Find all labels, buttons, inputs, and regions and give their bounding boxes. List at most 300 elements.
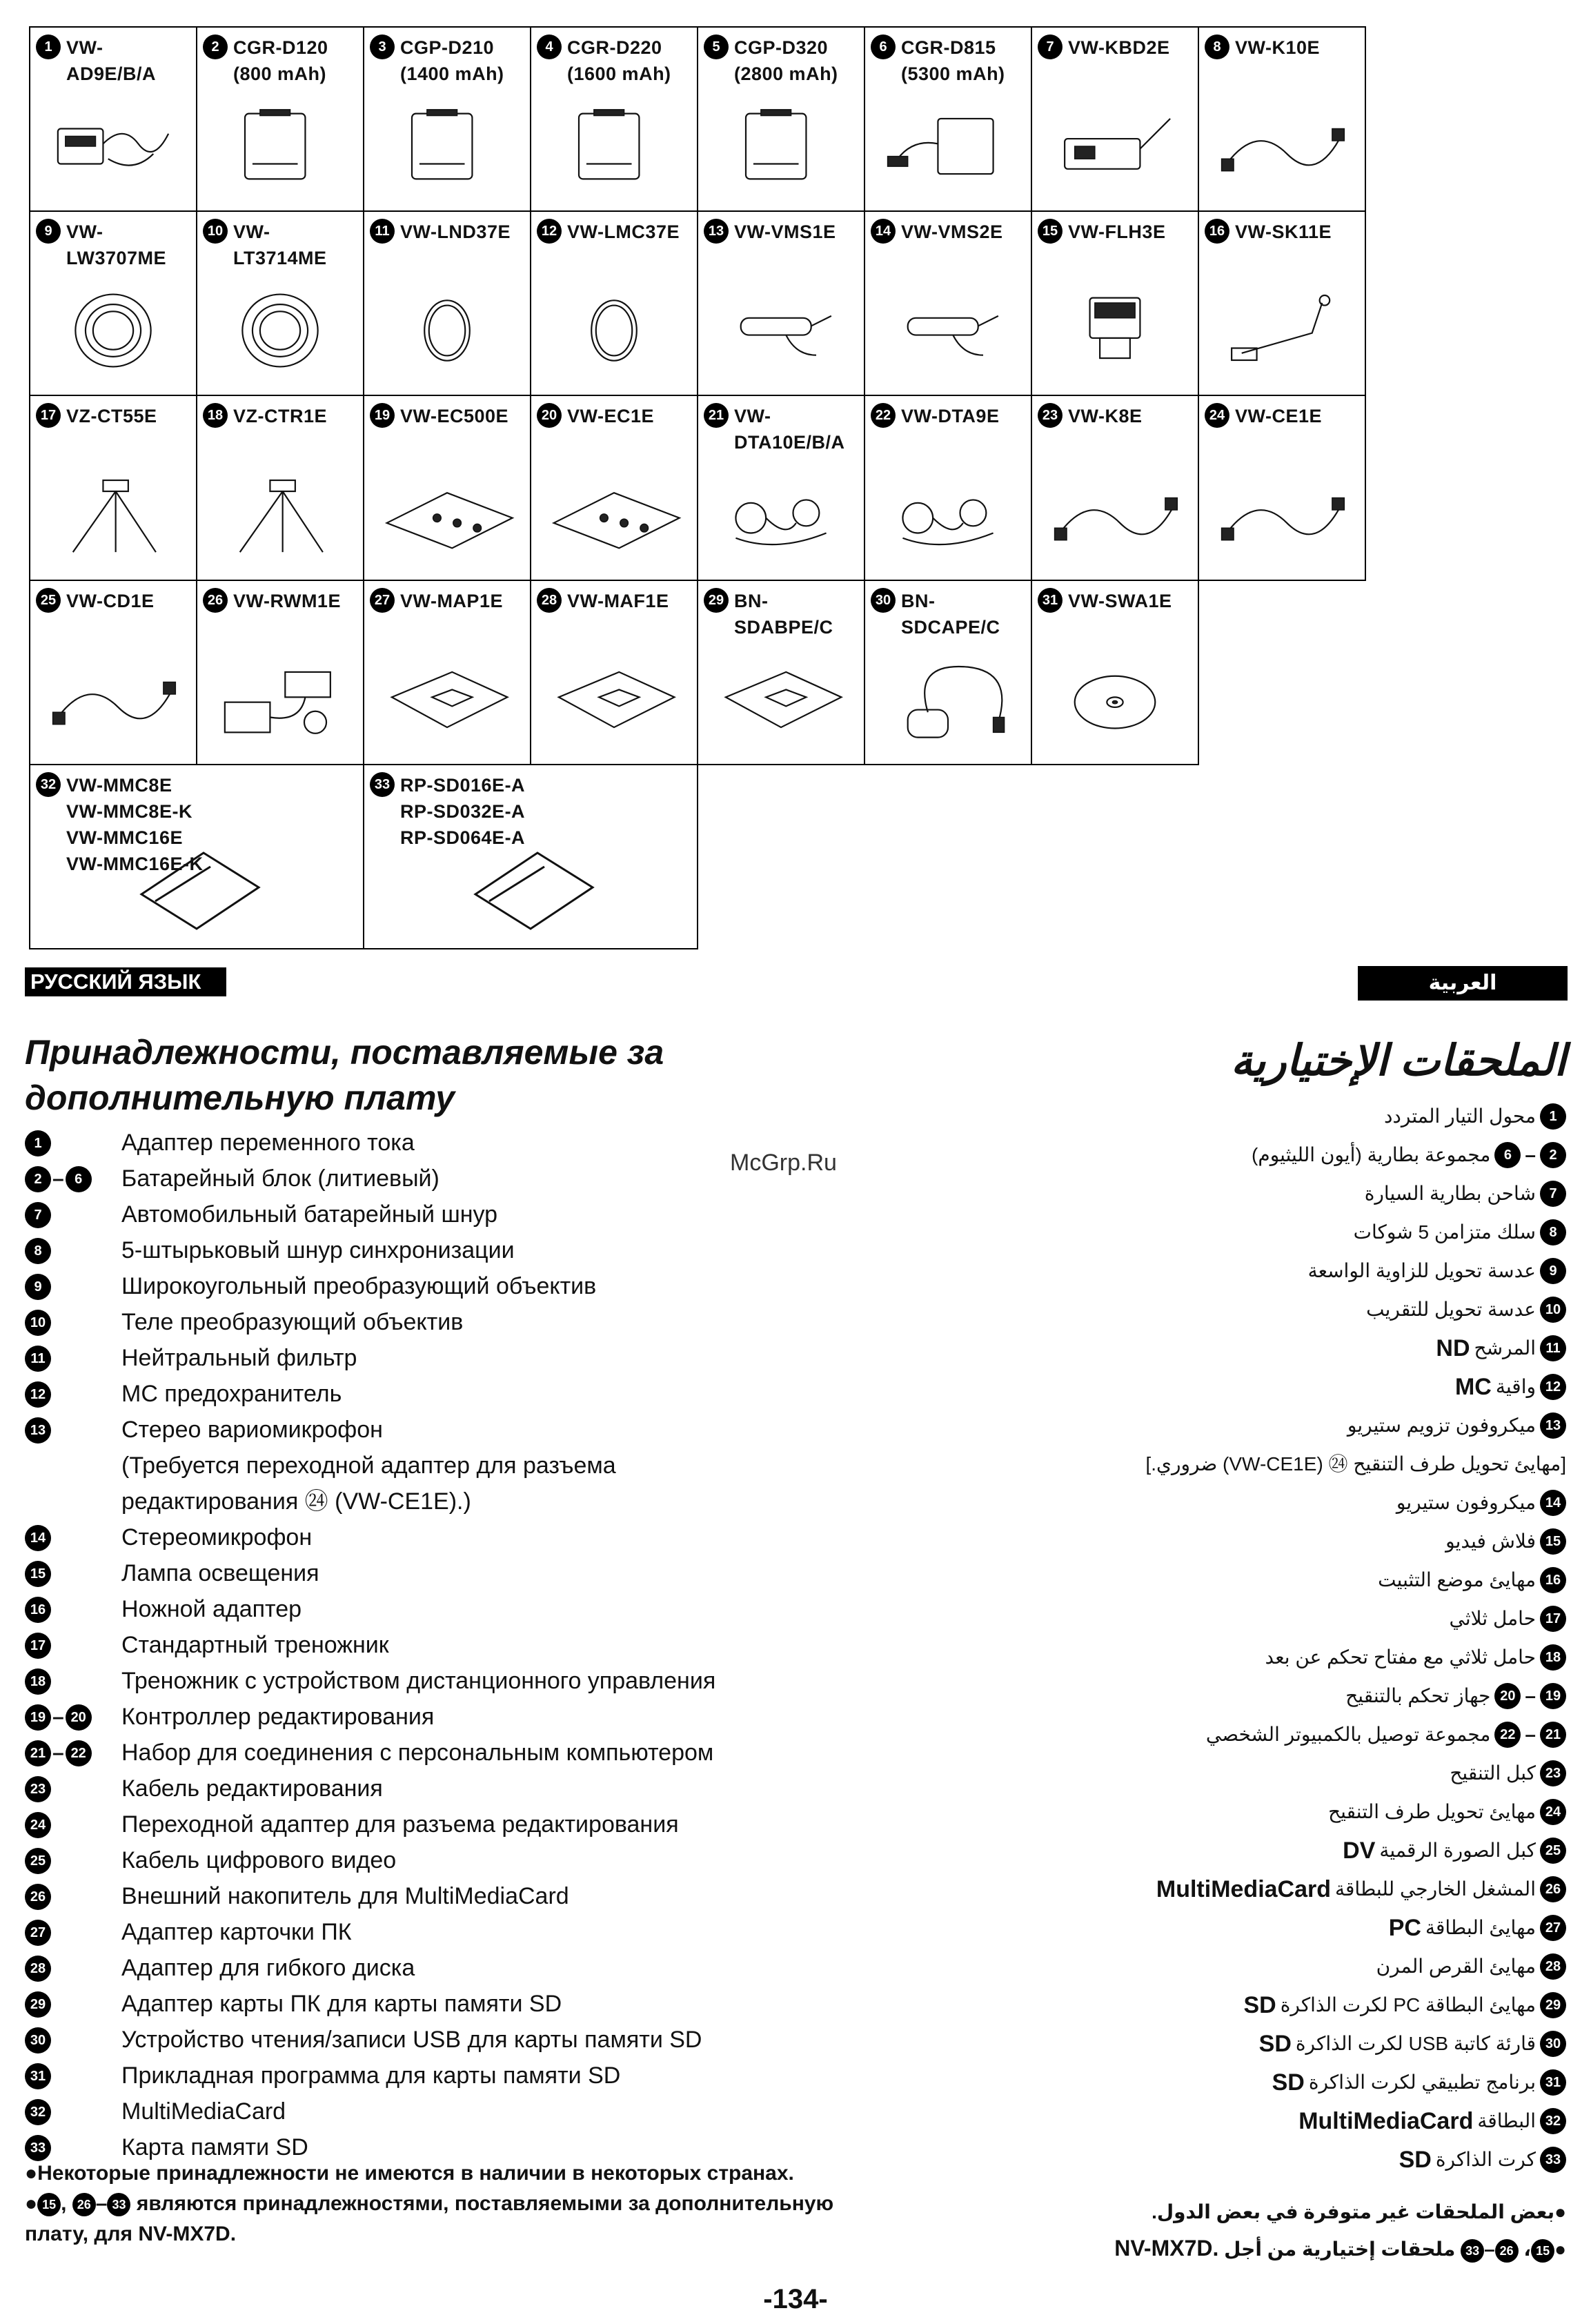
item-latin-text: PC [1388,1915,1421,1941]
accessory-header [537,35,691,87]
list-item [25,2058,867,2094]
item-number-badge: 14 [1540,1490,1566,1516]
item-number-badge: 25 [25,1848,51,1874]
item-number-badge: 18 [25,1668,51,1695]
accessory-cell [531,396,698,580]
arabic-accessory-list [1042,1097,1566,2179]
item-latin-text: SD [1272,2069,1305,2096]
list-item [1042,2140,1566,2179]
item-number-badge: 23 [1038,403,1063,428]
accessory-cell [30,212,197,396]
lens-icon [210,279,350,382]
list-item [1042,1677,1566,1715]
item-number-badge: 16 [25,1597,51,1623]
list-item [25,1376,867,1412]
item-number-badge: 2 [1540,1142,1566,1168]
model-number: VW-LND37E [400,221,511,243]
model-number: VW-EC500E [400,406,509,427]
accessory-header [871,403,1025,429]
battery-icon [711,95,851,198]
item-number-badge: 18 [1540,1644,1566,1671]
item-number-badge: 21 [1540,1722,1566,1748]
accessory-header [1038,588,1192,614]
item-number-badge: 27 [25,1920,51,1946]
item-text: المشغل الخارجي للبطاقة [1335,1878,1536,1900]
item-numbers [25,1812,51,1838]
item-number-badge: 13 [704,219,729,244]
accessory-cell [364,28,531,212]
item-text: Адаптер карточки ПК [121,1919,352,1945]
usb-reader-icon [878,648,1018,751]
accessory-cell [1032,28,1199,212]
accessory-cell [1199,396,1366,580]
card-adaptor-icon [544,648,684,751]
model-number: VW- DTA10E/B/A [734,406,845,453]
model-number: VW-DTA9E [901,406,1000,427]
item-numbers [25,1776,51,1802]
item-number-badge: 8 [1540,1219,1566,1245]
item-text: (Требуется переходной адаптер для разъема [121,1452,616,1479]
item-number-badge: 33 [1461,2239,1484,2263]
item-text: Автомобильный батарейный шнур [121,1201,498,1228]
model-number: VW-MAF1E [567,590,669,611]
empty-cell [865,765,1032,949]
item-number-badge: 21 [25,1740,51,1766]
flash-light-icon [1045,279,1185,382]
item-number-badge: 15 [1540,1528,1566,1555]
accessory-cell [531,28,698,212]
item-text: ميكروفون تزويم ستيريو [1347,1415,1536,1436]
item-number-badge: 9 [25,1274,51,1300]
item-number-badge: 17 [25,1633,51,1659]
item-number-badge: 19 [370,403,395,428]
accessory-header [1038,35,1192,61]
list-item [25,1484,867,1519]
item-text: Кабель редактирования [121,1775,383,1802]
list-item [1042,1368,1566,1406]
item-text: MultiMediaCard [121,2098,286,2125]
model-number: VW-RWM1E [233,590,341,611]
accessory-cell [1032,581,1199,765]
list-item [25,1304,867,1340]
model-number: VW-FLH3E [1068,221,1166,243]
cable-icon [1045,464,1185,567]
accessory-header [36,403,190,429]
item-number-badge: 31 [1540,2069,1566,2096]
accessory-cell [197,581,364,765]
item-number-badge: 8 [1205,35,1229,59]
item-numbers [25,2027,51,2054]
range-dash: – [52,1706,64,1729]
item-text: كرت الذاكرة [1435,2149,1536,2170]
model-number: VW-EC1E [567,406,654,427]
page-number: -134- [763,2284,828,2314]
accessory-cell [865,212,1032,396]
accessory-header [704,588,858,640]
item-number-badge: 7 [1038,35,1063,59]
item-text: Прикладная программа для карты памяти SD [121,2062,621,2089]
bullet: ● [1554,2238,1566,2260]
item-number-badge: 29 [704,588,729,613]
item-number-badge: 15 [1531,2239,1554,2263]
item-number-badge: 5 [704,35,729,59]
accessory-header [1205,403,1359,429]
item-number-badge: 20 [1494,1683,1521,1709]
model-number: VW-SK11E [1235,221,1332,243]
accessory-cell [1199,212,1366,396]
item-number-badge: 26 [203,588,228,613]
accessory-header [203,35,357,87]
item-number-badge: 31 [1038,588,1063,613]
list-item [25,1914,867,1950]
list-item [25,1519,867,1555]
list-item [1042,1793,1566,1831]
list-item [25,1627,867,1663]
model-number: VW-CE1E [1235,406,1322,427]
item-number-badge: 19 [25,1704,51,1731]
item-number-badge: 29 [1540,1992,1566,2018]
list-item [1042,2102,1566,2140]
range-dash: – [1525,1144,1536,1165]
accessory-header [1038,403,1192,429]
item-numbers [25,1884,51,1910]
list-item [1042,1484,1566,1522]
microphone-icon [711,279,851,382]
accessory-header [36,219,190,271]
accessory-header [537,219,691,245]
list-item [1042,1406,1566,1445]
tripod-icon [43,464,184,567]
item-text: Лампа освещения [121,1560,319,1586]
accessory-grid [29,26,1366,949]
item-text: [مهايئ تحويل طرف التنقيح ㉔ (VW-CE1E) ضروري.] [1145,1453,1566,1475]
russian-note-optional: ● 15 , 26 – 33 являются принадлежностями, поставляемыми за дополнительную плату, для NV-MX7D. [25,2192,834,2245]
arabic-note-availability: ●بعض الملحقات غير متوفرة في بعض الدول. [1152,2201,1566,2223]
item-text: مجموعة بطارية (أيون الليثيوم) [1252,1144,1491,1165]
list-item [25,1125,867,1161]
item-numbers [25,1704,92,1731]
arabic-note-text: ملحقات إختيارية من أجل [1224,2238,1456,2260]
item-number-badge: 11 [1540,1335,1566,1361]
item-number-badge: 15 [25,1561,51,1587]
range-dash: – [52,1742,64,1764]
battery-pack-icon [878,95,1018,198]
accessory-header [203,588,357,614]
accessory-header [871,35,1025,87]
item-latin-text: SD [1258,2031,1292,2057]
list-item [25,1986,867,2022]
item-text: Стерео вариомикрофон [121,1417,383,1443]
list-item [25,1340,867,1376]
model-number: VW-VMS1E [734,221,836,243]
item-number-badge: 14 [25,1525,51,1551]
item-number-badge: 12 [1540,1374,1566,1400]
item-number-badge: 28 [1540,1953,1566,1980]
item-text: Карта памяти SD [121,2134,308,2160]
item-text: المرشح [1474,1337,1536,1359]
accessory-cell [865,581,1032,765]
card-adaptor-icon [711,648,851,751]
list-item [25,1232,867,1268]
arabic-note-optional: ●15، 26–33 ملحقات إختيارية من أجل NV-MX7D. [1042,2230,1566,2267]
item-number-badge: 7 [25,1202,51,1228]
battery-icon [210,95,350,198]
item-text: 5-штырьковый шнур синхронизации [121,1237,515,1263]
arabic-section-title: الملحقات الإختيارية [1230,1037,1566,1085]
item-number-badge: 20 [537,403,562,428]
list-item [1042,1252,1566,1290]
item-number-badge: 33 [1540,2147,1566,2173]
item-text: Адаптер переменного тока [121,1130,415,1156]
list-item [1042,1715,1566,1754]
list-item [1042,1561,1566,1599]
item-number-badge: 30 [871,588,896,613]
accessory-header [871,219,1025,245]
cd-rom-icon [1045,648,1185,751]
item-number-badge: 33 [370,772,395,797]
item-number-badge: 19 [1540,1683,1566,1709]
item-number-badge: 28 [25,1956,51,1982]
item-text: البطاقة [1477,2110,1536,2131]
list-item [1042,1290,1566,1329]
editing-controller-icon [544,464,684,567]
item-latin-text: MultiMediaCard [1298,2108,1474,2134]
item-text: Переходной адаптер для разъема редактирования [121,1811,679,1838]
item-text: Нейтральный фильтр [121,1345,357,1371]
accessory-cell [1032,396,1199,580]
item-numbers [25,1668,51,1695]
item-text: عدسة تحويل للزاوية الواسعة [1307,1260,1536,1281]
item-numbers [25,1740,92,1766]
item-numbers [25,1381,51,1408]
list-item [25,1699,867,1735]
model-number: VW-VMS2E [901,221,1003,243]
item-text: واقية [1495,1376,1536,1397]
accessory-cell [30,765,364,949]
ac-adaptor-icon [43,95,184,198]
item-number-badge: 1 [1540,1103,1566,1130]
accessory-header [871,588,1025,640]
item-number-badge: 16 [1205,219,1229,244]
model-number: BN-SDABPE/C [734,590,833,638]
item-latin-text: SD [1399,2147,1432,2173]
accessory-cell [1199,28,1366,212]
item-text: حامل ثلاثي [1449,1608,1536,1629]
item-number-badge: 25 [36,588,61,613]
microphone-icon [878,279,1018,382]
item-numbers [25,1417,51,1444]
accessory-cell [698,396,865,580]
model-number: VW-KBD2E [1068,37,1170,58]
empty-cell [1032,765,1199,949]
item-text: مهايئ تحويل طرف التنقيح [1328,1801,1536,1822]
item-numbers [25,1561,51,1587]
item-latin-text: MC [1454,1374,1492,1400]
accessory-header [704,219,858,245]
watermark: McGrp.Ru [730,1150,837,1176]
item-number-badge: 12 [537,219,562,244]
accessory-header [704,403,858,455]
item-number-badge: 27 [370,588,395,613]
pc-kit-icon [711,464,851,567]
list-item [25,1412,867,1448]
list-item [25,2022,867,2058]
range-dash: – [1525,1685,1536,1706]
item-number-badge: 14 [871,219,896,244]
tripod-icon [210,464,350,567]
item-text: Адаптер карты ПК для карты памяти SD [121,1991,562,2017]
accessory-cell [30,581,197,765]
item-number-badge: 8 [25,1238,51,1264]
arabic-notes [1042,2194,1566,2267]
item-latin-text: DV [1343,1838,1376,1864]
russian-note-text: являются принадлежностями, поставляемыми за дополнительную плату, для NV-MX7D. [25,2192,834,2245]
item-text: Широкоугольный преобразующий объектив [121,1273,597,1299]
accessory-cell [364,765,698,949]
item-numbers [25,1166,92,1192]
list-item [1042,1136,1566,1174]
item-number-badge: 32 [1540,2108,1566,2134]
card-drive-icon [210,648,350,751]
model-number: CGR-D220 (1600 mAh) [567,37,671,84]
accessory-header [370,35,524,87]
battery-icon [544,95,684,198]
item-number-badge: 32 [25,2099,51,2125]
model-number: VW-MAP1E [400,590,503,611]
item-numbers [25,1633,51,1659]
item-text: Треножник с устройством дистанционного управления [121,1668,716,1694]
model-number: VW-LMC37E [567,221,680,243]
item-number-badge: 11 [25,1346,51,1372]
item-number-badge: 15 [37,2193,61,2216]
item-text: Контроллер редактирования [121,1704,435,1730]
arabic-note-model: NV-MX7D. [1114,2236,1219,2261]
item-text: جهاز تحكم بالتنقيح [1345,1685,1491,1706]
item-number-badge: 1 [36,35,61,59]
item-numbers [25,1848,51,1874]
accessory-cell [30,396,197,580]
list-item [25,1197,867,1232]
item-text: مهايئ موضع التثبيت [1378,1569,1536,1591]
item-number-badge: 33 [107,2193,130,2216]
item-text: برنامج تطبيقي لكرت الذاكرة [1308,2071,1536,2093]
list-item [25,1663,867,1699]
model-number: VW-K10E [1235,37,1320,58]
item-number-badge: 24 [1205,403,1229,428]
item-numbers [25,1956,51,1982]
list-item [25,1771,867,1806]
model-number: VW-MMC8E VW-MMC8E-K VW-MMC16E VW-MMC16E-K [66,774,204,874]
item-text: مهايئ البطاقة PC لكرت الذاكرة [1280,1994,1536,2016]
model-number: CGR-D815 (5300 mAh) [901,37,1005,84]
list-item [25,1806,867,1842]
item-text: قارئة كاتبة USB لكرت الذاكرة [1295,2033,1536,2054]
accessory-cell [197,28,364,212]
item-number-badge: 17 [36,403,61,428]
item-number-badge: 1 [25,1130,51,1156]
model-number: VW-K8E [1068,406,1143,427]
item-number-badge: 28 [537,588,562,613]
item-number-badge: 26 [25,1884,51,1910]
item-number-badge: 12 [25,1381,51,1408]
accessory-cell [364,212,531,396]
item-numbers [25,1310,51,1336]
item-text: مهايئ البطاقة [1425,1917,1536,1938]
list-item [1042,1599,1566,1638]
list-item [1042,1522,1566,1561]
item-number-badge: 22 [66,1740,92,1766]
item-number-badge: 17 [1540,1606,1566,1632]
pc-kit-icon [878,464,1018,567]
accessory-cell [865,396,1032,580]
model-number: CGP-D320 (2800 mAh) [734,37,838,84]
arabic-language-tag: العربية [1358,966,1568,1001]
item-text: Теле преобразующий объектив [121,1309,464,1335]
list-item [1042,2063,1566,2102]
item-number-badge: 30 [1540,2031,1566,2057]
list-item [1042,1329,1566,1368]
item-text: كبل التنقيح [1450,1762,1536,1784]
accessory-header [704,35,858,87]
item-numbers [25,1274,51,1300]
empty-cell [698,765,865,949]
accessory-cell [698,28,865,212]
item-text: Адаптер для гибкого диска [121,1955,415,1981]
model-number: VW-CD1E [66,590,155,611]
item-number-badge: 33 [25,2135,51,2161]
accessory-header [1038,219,1192,245]
item-number-badge: 31 [25,2063,51,2089]
item-numbers [25,2099,51,2125]
empty-cell [1199,581,1366,765]
lens-icon [43,279,184,382]
item-number-badge: 4 [537,35,562,59]
accessory-header [1205,219,1359,245]
item-text: Батарейный блок (литиевый) [121,1165,439,1192]
bullet: ● [25,2192,38,2215]
list-item [25,1735,867,1771]
list-item [1042,1174,1566,1213]
list-item [1042,1909,1566,1947]
list-item [25,1555,867,1591]
item-number-badge: 10 [25,1310,51,1336]
accessory-header [203,403,357,429]
list-item [25,1878,867,1914]
item-number-badge: 10 [203,219,228,244]
list-item [1042,1213,1566,1252]
model-number: VW-AD9E/B/A [66,37,157,84]
shoe-adaptor-icon [1212,279,1352,382]
item-text: فلاش فيديو [1445,1530,1536,1552]
item-text: حامل ثلاثي مع مفتاح تحكم عن بعد [1265,1646,1536,1668]
model-number: VZ-CTR1E [233,406,328,427]
item-text: كبل الصورة الرقمية [1379,1840,1536,1861]
accessory-cell [865,28,1032,212]
list-item [1042,2025,1566,2063]
item-number-badge: 15 [1038,219,1063,244]
item-number-badge: 13 [25,1417,51,1444]
model-number: CGR-D120 (800 mAh) [233,37,328,84]
list-item [25,1842,867,1878]
item-number-badge: 22 [871,403,896,428]
accessory-header [36,588,190,614]
accessory-cell [1032,212,1199,396]
item-number-badge: 6 [871,35,896,59]
item-number-badge: 20 [66,1704,92,1731]
card-adaptor-icon [377,648,517,751]
accessory-header [537,403,691,429]
accessory-cell [197,396,364,580]
